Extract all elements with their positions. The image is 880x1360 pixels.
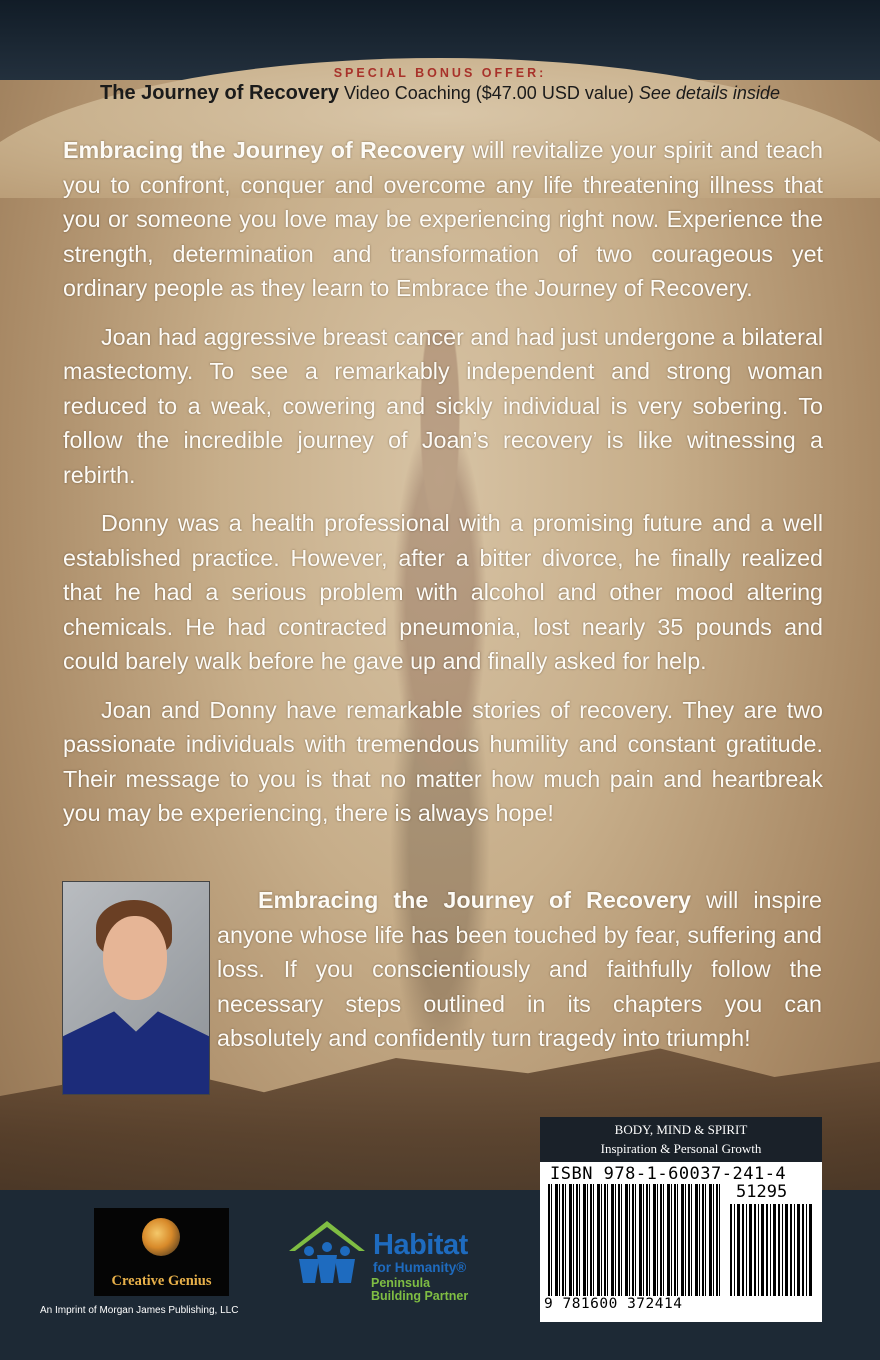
habitat-logo xyxy=(285,1215,485,1315)
bonus-title: SPECIAL BONUS OFFER: xyxy=(333,66,547,80)
category: BODY, MIND & SPIRIT xyxy=(614,1122,748,1137)
paragraph-2: Joan had aggressive breast cancer and had just undergone a bilateral mastectomy. To see a remarkably independent and strong woman reduced to a weak, cowering and sickly individual is very sobering. To follow the incredible journey of Joan’s recovery is like witnessing a rebirth. xyxy=(63,323,823,488)
price-barcode xyxy=(730,1204,812,1296)
habitat-sub: for Humanity® xyxy=(373,1260,467,1275)
description xyxy=(63,133,823,845)
bonus-see-details: See details inside xyxy=(638,83,780,103)
paragraph-3: Donny was a health professional with a promising future and a well established practice. However, after a bitter divorce, he finally realized that he had a serious problem with alcohol and other mood altering chemicals. He had contracted pneumonia, lost nearly 35 pounds and could barely walk before he gave up and finally asked for help. xyxy=(63,510,823,674)
paragraph-4: Joan and Donny have remarkable stories of recovery. They are two passionate individuals with tremendous humility and constant gratitude. Their message to you is that no matter how much pain and heartbreak you may be experiencing, there is always hope! xyxy=(63,696,823,826)
paragraph-5-title: Embracing the Journey of Recovery xyxy=(258,887,691,913)
imprint-text: An Imprint of Morgan James Publishing, LLC xyxy=(40,1305,239,1316)
creative-genius-logo xyxy=(94,1208,229,1296)
habitat-partner xyxy=(371,1277,468,1303)
barcode-area xyxy=(540,1162,822,1322)
isbn-block xyxy=(540,1117,822,1322)
habitat-house-icon xyxy=(287,1217,367,1287)
isbn-number: ISBN 978-1-60037-241-4 xyxy=(550,1164,787,1184)
creative-genius-icon xyxy=(142,1218,180,1256)
barcode-digits: 9 781600 372414 xyxy=(544,1296,683,1312)
closing-paragraph xyxy=(62,883,822,1095)
bonus-book-title: The Journey of Recovery xyxy=(100,82,339,104)
barcode xyxy=(548,1184,720,1296)
bonus-line xyxy=(0,82,880,105)
habitat-partner-line2: Building Partner xyxy=(371,1289,469,1303)
paragraph-1-text: will revitalize your spirit and teach you to confront, conquer and overcome any life threatening illness that you or someone you love may be experiencing right now. Experience the strength, determination and transformation of two courageous yet ordinary people as they learn to Embrace the Journey of Recovery. xyxy=(63,137,823,301)
paragraph-5-text: will inspire anyone whose life has been touched by fear, suffering and loss. If you conscientiously and faithfully follow the necessary steps outlined in its chapters you can absolutely and confidently turn tragedy into triumph! xyxy=(217,887,822,1051)
photo-spacer xyxy=(62,883,217,1095)
paragraph-1-title: Embracing the Journey of Recovery xyxy=(63,137,465,163)
bonus-offer-text: Video Coaching ($47.00 USD value) xyxy=(339,83,639,103)
creative-genius-name: Creative Genius xyxy=(111,1273,212,1289)
habitat-partner-line1: Peninsula xyxy=(371,1276,431,1290)
paragraph-1 xyxy=(63,133,823,306)
bonus-offer xyxy=(0,66,880,105)
category-label xyxy=(540,1117,822,1162)
habitat-name: Habitat xyxy=(373,1229,468,1261)
price-code: 51295 xyxy=(736,1182,788,1202)
subcategory: Inspiration & Personal Growth xyxy=(600,1141,762,1156)
